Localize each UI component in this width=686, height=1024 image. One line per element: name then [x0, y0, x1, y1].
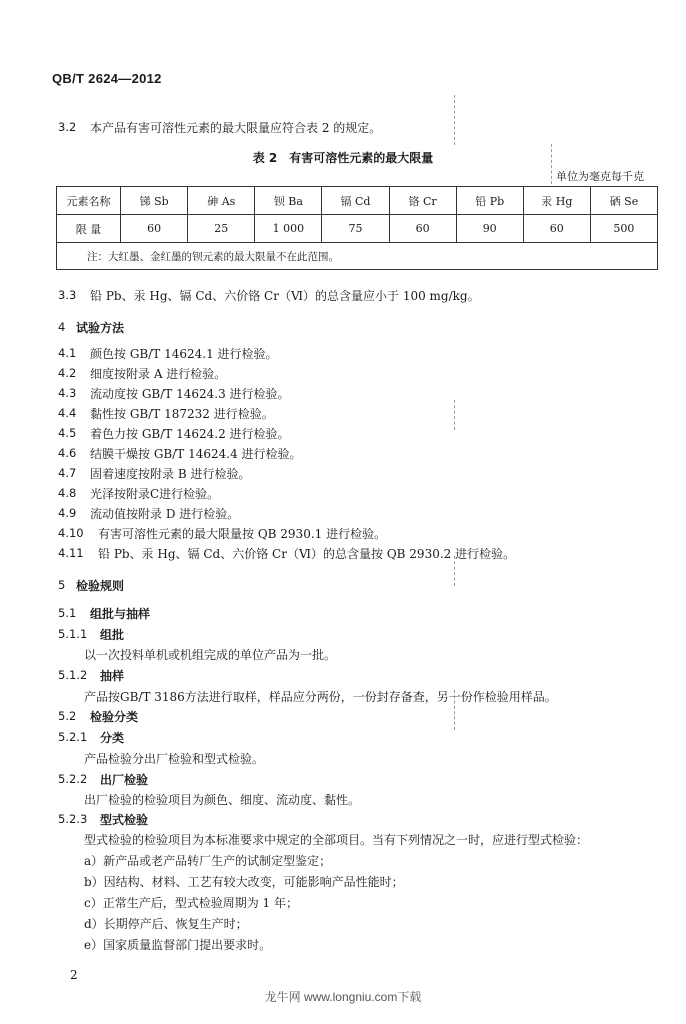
clause-title: 检验分类 — [90, 710, 139, 724]
document-code: QB/T 2624—2012 — [52, 71, 162, 86]
table-cell: 限 量 — [57, 215, 121, 243]
clause-text: 固着速度按附录 B 进行检验。 — [90, 467, 251, 481]
clause-text: 有害可溶性元素的最大限量按 QB 2930.1 进行检验。 — [98, 527, 387, 541]
clause-number: 4.10 — [58, 526, 84, 540]
clause-number: 4.9 — [58, 506, 77, 520]
clause-title: 组批与抽样 — [90, 607, 151, 621]
clause-text: 铅 Pb、汞 Hg、镉 Cd、六价铬 Cr（Ⅵ）的总含量应小于 100 mg/kg。 — [90, 289, 480, 303]
clause-title: 组批 — [100, 628, 125, 642]
binding-mark-top — [454, 95, 455, 145]
clause-title: 抽样 — [100, 669, 125, 683]
clause-text: 以一次投料单机或机组完成的单位产品为一批。 — [84, 648, 337, 662]
clause-number: 4.4 — [58, 406, 77, 420]
clause-number: 5.2.2 — [58, 772, 88, 786]
limits-table — [56, 186, 658, 270]
clause-number: 3.2 — [58, 120, 77, 134]
clause-text: 出厂检验的检验项目为颜色、细度、流动度、黏性。 — [84, 793, 361, 807]
clause-number: 4.7 — [58, 466, 77, 480]
clause-text: 光泽按附录C进行检验。 — [90, 487, 220, 501]
section-number: 4 — [58, 320, 66, 334]
clause-text: 铅 Pb、汞 Hg、镉 Cd、六价铬 Cr（Ⅵ）的总含量按 QB 2930.2 进行检验。 — [98, 547, 516, 561]
clause-text: 细度按附录 A 进行检验。 — [90, 367, 227, 381]
table-header-cell: 汞 Hg — [523, 187, 590, 215]
list-item: b）因结构、材料、工艺有较大改变，可能影响产品性能时； — [84, 875, 404, 889]
clause-number: 5.2.3 — [58, 812, 88, 826]
clause-number: 5.1.2 — [58, 668, 88, 682]
clause-number: 4.5 — [58, 426, 77, 440]
list-item: a）新产品或老产品转厂生产的试制定型鉴定； — [84, 854, 332, 868]
table-unit: 单位为毫克每千克 — [556, 170, 644, 183]
clause-text: 本产品有害可溶性元素的最大限量应符合表 2 的规定。 — [90, 121, 382, 135]
list-item: e）国家质量监督部门提出要求时。 — [84, 938, 272, 952]
clause-number: 4.6 — [58, 446, 77, 460]
table-cell: 60 — [389, 215, 456, 243]
clause-number: 4.3 — [58, 386, 77, 400]
clause-text: 流动度按 GB/T 14624.3 进行检验。 — [90, 387, 290, 401]
table-cell: 500 — [590, 215, 657, 243]
source-watermark: 龙牛网 www.longniu.com下载 — [264, 990, 422, 1004]
table-header-cell: 元素名称 — [57, 187, 121, 215]
section-title: 试验方法 — [76, 321, 125, 335]
clause-text: 着色力按 GB/T 14624.2 进行检验。 — [90, 427, 290, 441]
table-header-cell: 钡 Ba — [255, 187, 322, 215]
table-title: 表 2 有害可溶性元素的最大限量 — [252, 151, 434, 165]
table-header-cell: 铬 Cr — [389, 187, 456, 215]
page-number: 2 — [70, 968, 78, 982]
table-cell: 60 — [121, 215, 188, 243]
binding-mark-middle — [454, 400, 455, 430]
clause-title: 分类 — [100, 731, 125, 745]
table-header-cell: 锑 Sb — [121, 187, 188, 215]
clause-text: 流动值按附录 D 进行检验。 — [90, 507, 240, 521]
clause-number: 5.1 — [58, 606, 77, 620]
list-item: d）长期停产后、恢复生产时； — [84, 917, 248, 931]
clause-number: 5.2.1 — [58, 730, 88, 744]
table-cell: 25 — [188, 215, 255, 243]
clause-number: 4.8 — [58, 486, 77, 500]
table-header-cell: 镉 Cd — [322, 187, 389, 215]
table-cell: 75 — [322, 215, 389, 243]
table-cell: 60 — [523, 215, 590, 243]
table-cell: 90 — [456, 215, 523, 243]
clause-text: 产品检验分出厂检验和型式检验。 — [84, 752, 265, 766]
table-header-cell: 铅 Pb — [456, 187, 523, 215]
table-note-row — [57, 243, 658, 270]
clause-text: 产品按GB/T 3186方法进行取样，样品应分两份，一份封存备查，另一份作检验用样品。 — [84, 690, 557, 704]
clause-number: 3.3 — [58, 288, 77, 302]
list-item: c）正常生产后，型式检验周期为 1 年； — [84, 896, 298, 910]
section-number: 5 — [58, 578, 66, 592]
clause-text: 结膜干燥按 GB/T 14624.4 进行检验。 — [90, 447, 302, 461]
section-title: 检验规则 — [76, 579, 125, 593]
table-row — [57, 215, 658, 243]
clause-number: 4.11 — [58, 546, 84, 560]
table-note: 注：大红墨、金红墨的钡元素的最大限量不在此范围。 — [57, 243, 658, 270]
clause-text: 型式检验的检验项目为本标准要求中规定的全部项目。当有下列情况之一时，应进行型式检验： — [84, 833, 589, 847]
table-header-cell: 硒 Se — [590, 187, 657, 215]
clause-number: 5.1.1 — [58, 627, 88, 641]
table-header-row — [57, 187, 658, 215]
clause-number: 4.1 — [58, 346, 77, 360]
table-cell: 1 000 — [255, 215, 322, 243]
clause-number: 5.2 — [58, 709, 77, 723]
clause-title: 出厂检验 — [100, 773, 149, 787]
clause-number: 4.2 — [58, 366, 77, 380]
table-header-cell: 砷 As — [188, 187, 255, 215]
clause-text: 颜色按 GB/T 14624.1 进行检验。 — [90, 347, 278, 361]
clause-text: 黏性按 GB/T 187232 进行检验。 — [90, 407, 274, 421]
clause-title: 型式检验 — [100, 813, 149, 827]
